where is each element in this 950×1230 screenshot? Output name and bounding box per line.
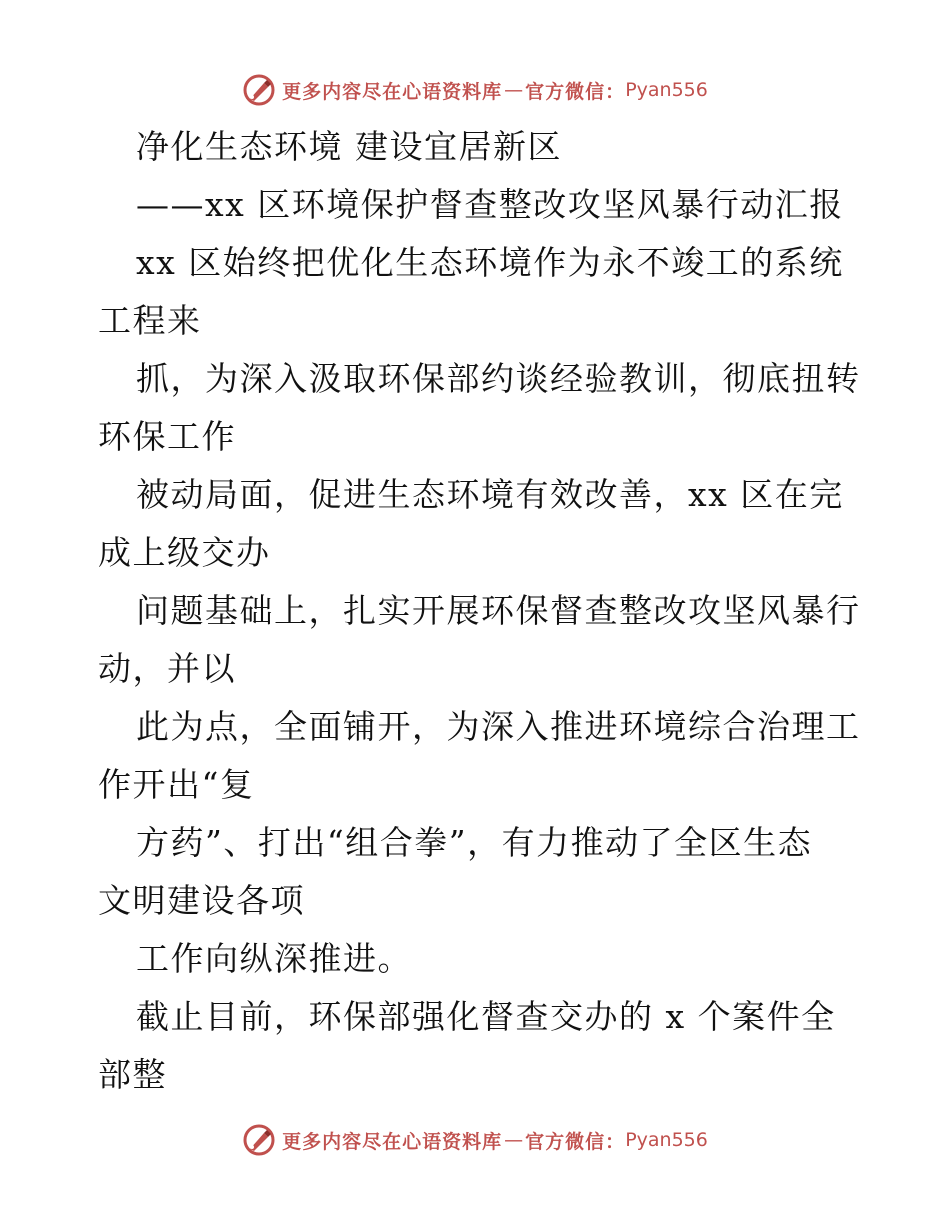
banner-separator: — (504, 1129, 524, 1151)
text-line: 文明建设各项 (98, 881, 305, 920)
text-line: 工作向纵深推进。 (136, 939, 412, 978)
banner-text: 更多内容尽在心语资料库 (282, 1130, 503, 1153)
banner-wechat-label: 官方微信： (525, 80, 626, 103)
text-line: 作开出“复 (98, 765, 255, 804)
document-body (98, 118, 861, 1104)
text-line: 动，并以 (98, 649, 236, 688)
text-line: 截止目前，环保部强化督查交办的 x 个案件全 (136, 997, 836, 1036)
pen-logo-icon (242, 73, 276, 107)
banner-separator: — (504, 79, 524, 101)
footer-banner (0, 1120, 950, 1160)
text-line: 净化生态环境 建设宜居新区 (136, 127, 562, 166)
text-line: 此为点，全面铺开，为深入推进环境综合治理工 (136, 707, 861, 746)
text-line: 工程来 (98, 301, 202, 340)
text-line: 环保工作 (98, 417, 236, 456)
text-line: 部整 (98, 1055, 167, 1094)
text-line: 方药”、打出“组合拳”，有力推动了全区生态 (136, 823, 813, 862)
text-line: ——xx 区环境保护督查整改攻坚风暴行动汇报 (136, 185, 844, 224)
banner-wechat-label: 官方微信： (525, 1130, 626, 1153)
header-banner (0, 70, 950, 110)
text-line: 问题基础上，扎实开展环保督查整改攻坚风暴行 (136, 591, 861, 630)
banner-wechat-id: Pyan556 (625, 79, 708, 101)
banner-wechat-id: Pyan556 (625, 1129, 708, 1151)
pen-logo-icon (242, 1123, 276, 1157)
text-line: xx 区始终把优化生态环境作为永不竣工的系统 (136, 243, 844, 282)
banner-text: 更多内容尽在心语资料库 (282, 80, 503, 103)
text-line: 抓，为深入汲取环保部约谈经验教训，彻底扭转 (136, 359, 861, 398)
text-line: 成上级交办 (98, 533, 271, 572)
text-line: 被动局面，促进生态环境有效改善，xx 区在完 (136, 475, 844, 514)
